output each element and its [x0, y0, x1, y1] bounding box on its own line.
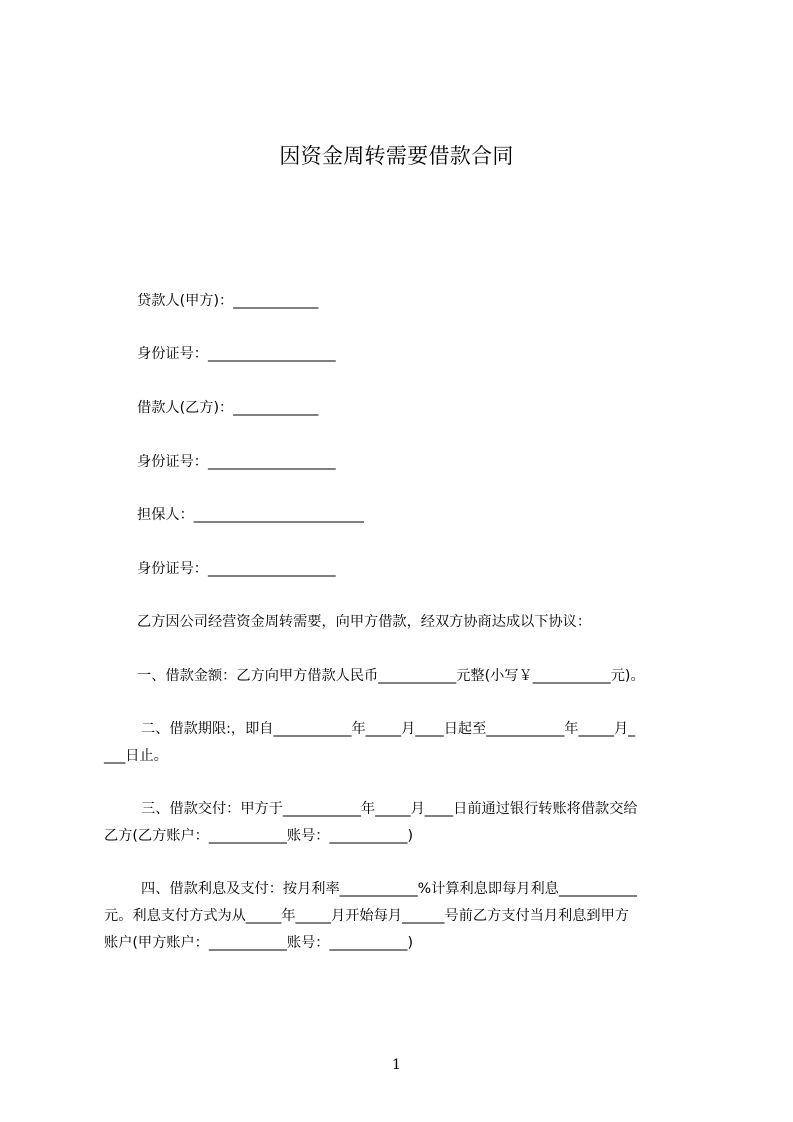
document-title: 因资金周转需要借款合同	[279, 144, 514, 168]
borrower-name-line: 借款人(乙方)：____________	[137, 400, 319, 416]
guarantor-name-line: 担保人：________________________	[137, 507, 365, 523]
borrower-id-line: 身份证号：__________________	[137, 454, 336, 470]
clause-loan-term: 二、借款期限:，即自___________年_____月____日起至___________年_____月_	[141, 721, 636, 737]
agreement-intro: 乙方因公司经营资金周转需要，向甲方借款，经双方协商达成以下协议：	[137, 614, 592, 630]
clause-loan-delivery-cont: 乙方(乙方账户：___________账号：___________)	[104, 828, 414, 844]
clause-interest: 四、借款利息及支付：按月利率___________%计算利息即每月利息___________	[141, 881, 637, 897]
clause-loan-delivery: 三、借款交付：甲方于___________年_____月____日前通过银行转账将借款交给	[141, 801, 638, 817]
lender-name-line: 贷款人(甲方)：____________	[137, 293, 319, 309]
clause-loan-term-cont: ___日止。	[104, 748, 168, 764]
guarantor-id-line: 身份证号：__________________	[137, 561, 336, 577]
clause-interest-account: 账户(甲方账户：___________账号：___________)	[104, 935, 414, 951]
clause-loan-amount: 一、借款金额：乙方向甲方借款人民币___________元整(小写￥___________元)。	[137, 668, 645, 684]
page-number: 1	[392, 1057, 401, 1073]
clause-interest-cont: 元。利息支付方式为从_____年_____月开始每月______号前乙方支付当月利息到甲方	[104, 908, 629, 924]
lender-id-line: 身份证号：__________________	[137, 346, 336, 362]
